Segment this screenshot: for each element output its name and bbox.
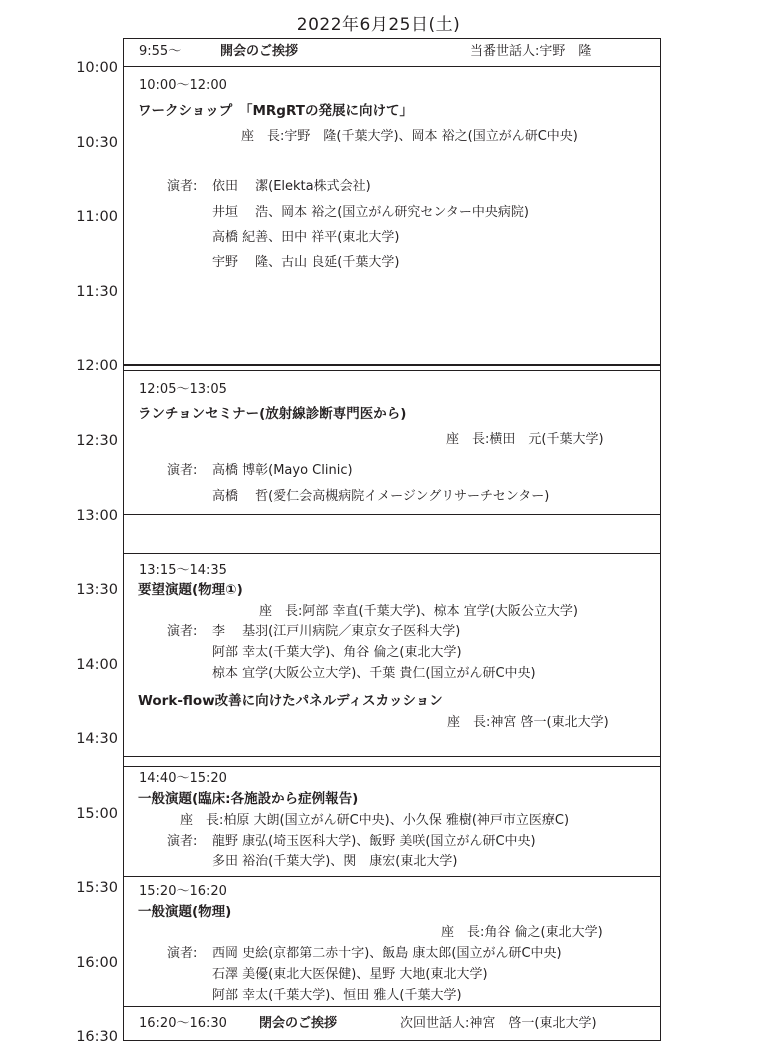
time-label-1200: 12:00	[76, 358, 118, 374]
time-label-1230: 12:30	[76, 433, 118, 449]
divider-1315	[123, 553, 661, 554]
closing-host: 次回世話人:神宮 啓一(東北大学)	[400, 1016, 597, 1031]
session5-title: 一般演題(物理)	[138, 904, 232, 920]
time-label-1630: 16:30	[76, 1029, 118, 1045]
divider-1200b	[123, 370, 661, 371]
session4-chair: 座 長:柏原 大朗(国立がん研C中央)、小久保 雅樹(神戸市立医療C)	[180, 813, 570, 828]
divider-1435	[123, 756, 661, 757]
session3-panel-title: Work-flow改善に向けたパネルディスカッション	[138, 693, 443, 709]
session1-speakers-label: 演者:	[167, 179, 198, 194]
session3-speaker: 椋本 宜学(大阪公立大学)、千葉 貴仁(国立がん研C中央)	[212, 666, 536, 681]
session5-speaker: 阿部 幸太(千葉大学)、恒田 雅人(千葉大学)	[212, 988, 462, 1003]
time-label-1430: 14:30	[76, 731, 118, 747]
session3-title: 要望演題(物理①)	[138, 582, 243, 598]
session1-speaker: 高橋 紀善、田中 祥平(東北大学)	[212, 230, 400, 245]
session2-time: 12:05〜13:05	[139, 382, 227, 397]
session1-speaker: 井垣 浩、岡本 裕之(国立がん研究センター中央病院)	[212, 205, 529, 220]
session5-speaker: 西岡 史絵(京都第二赤十字)、飯島 康太郎(国立がん研C中央)	[212, 946, 562, 961]
session2-title: ランチョンセミナー(放射線診断専門医から)	[138, 406, 407, 422]
session4-speaker: 多田 裕治(千葉大学)、関 康宏(東北大学)	[212, 854, 458, 869]
time-label-1100: 11:00	[76, 209, 118, 225]
opening-time: 9:55〜	[139, 44, 182, 59]
divider-opening	[123, 66, 661, 67]
time-label-1030: 10:30	[76, 135, 118, 151]
session3-speaker: 李 基羽(江戸川病院／東京女子医科大学)	[212, 624, 461, 639]
session2-chair: 座 長:横田 元(千葉大学)	[446, 432, 604, 447]
session4-time: 14:40〜15:20	[139, 771, 227, 786]
session5-speakers-label: 演者:	[167, 946, 198, 961]
session1-speaker: 宇野 隆、古山 良延(千葉大学)	[212, 255, 400, 270]
session3-time: 13:15〜14:35	[139, 563, 227, 578]
schedule-date: 2022年6月25日(土)	[296, 15, 461, 35]
session2-speakers-label: 演者:	[167, 463, 198, 478]
time-label-1500: 15:00	[76, 806, 118, 822]
session3-chair: 座 長:阿部 幸直(千葉大学)、椋本 宜学(大阪公立大学)	[259, 604, 578, 619]
time-label-1330: 13:30	[76, 582, 118, 598]
opening-title: 開会のご挨拶	[220, 44, 299, 59]
divider-1300	[123, 514, 661, 515]
closing-title: 閉会のご挨拶	[259, 1016, 338, 1031]
divider-1440	[123, 766, 661, 767]
session4-title: 一般演題(臨床:各施設から症例報告)	[138, 791, 359, 807]
session1-speaker: 依田 潔(Elekta株式会社)	[212, 179, 371, 194]
time-label-1000: 10:00	[76, 60, 118, 76]
time-label-1130: 11:30	[76, 284, 118, 300]
session5-time: 15:20〜16:20	[139, 884, 227, 899]
divider-1520	[123, 876, 661, 877]
session4-speakers-label: 演者:	[167, 834, 198, 849]
time-label-1600: 16:00	[76, 955, 118, 971]
opening-host: 当番世話人:宇野 隆	[470, 44, 592, 59]
time-label-1400: 14:00	[76, 657, 118, 673]
session1-title: ワークショップ 「MRgRTの発展に向けて」	[138, 103, 413, 119]
session1-time: 10:00〜12:00	[139, 78, 227, 93]
session5-chair: 座 長:角谷 倫之(東北大学)	[441, 925, 603, 940]
closing-time: 16:20〜16:30	[139, 1016, 227, 1031]
time-label-1530: 15:30	[76, 880, 118, 896]
session2-speaker: 高橋 博彰(Mayo Clinic)	[212, 463, 353, 478]
session3-speaker: 阿部 幸太(千葉大学)、角谷 倫之(東北大学)	[212, 645, 462, 660]
session3-speakers-label: 演者:	[167, 624, 198, 639]
divider-1620	[123, 1006, 661, 1007]
session1-chair: 座 長:宇野 隆(千葉大学)、岡本 裕之(国立がん研C中央)	[241, 129, 578, 144]
session5-speaker: 石澤 美優(東北大医保健)、星野 大地(東北大学)	[212, 967, 488, 982]
session3-panel-chair: 座 長:神宮 啓一(東北大学)	[447, 715, 609, 730]
session2-speaker: 高橋 哲(愛仁会高槻病院イメージングリサーチセンター)	[212, 489, 550, 504]
time-label-1300: 13:00	[76, 508, 118, 524]
divider-1200a	[123, 364, 661, 366]
session4-speaker: 龍野 康弘(埼玉医科大学)、飯野 美咲(国立がん研C中央)	[212, 834, 536, 849]
